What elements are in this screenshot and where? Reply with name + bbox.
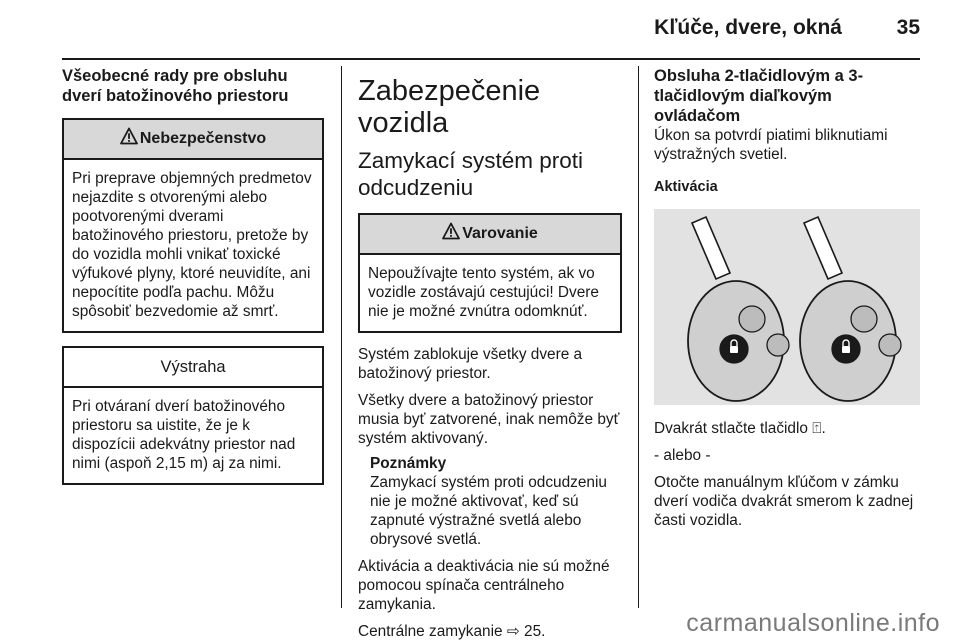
section-heading: Všeobecné rady pre obsluhu dverí batožinového priestoru xyxy=(62,67,289,105)
danger-box-title: Nebezpečenstvo xyxy=(139,130,267,147)
warning-box-text: Nepoužívajte tento systém, ak vo vozidle zostávajú cestujúci! Dvere nie je možné zvnútra odomknúť. xyxy=(368,265,599,320)
paragraph: Dvakrát stlačte tlačidlo ⍐. xyxy=(654,420,826,437)
caution-box-text: Pri otváraní dverí batožinového priestoru sa uistite, že je k dispozícii adekvátny priestor nad nimi (aspoň 2,15 m) aj za nimi. xyxy=(72,398,296,472)
paragraph: Všetky dvere a batožinový priestor musia byť zatvorené, inak nemôže byť systém aktivovaný. xyxy=(358,392,620,447)
section-heading: Obsluha 2-tlačidlovým a 3-tlačidlovým diaľkovým ovládačom xyxy=(654,67,864,125)
column-left xyxy=(62,66,324,485)
page-header xyxy=(62,0,920,60)
column-divider xyxy=(341,66,342,608)
page-number: 35 xyxy=(896,16,920,39)
paragraph: Úkon sa potvrdí piatimi bliknutiami výstražných svetiel. xyxy=(654,127,888,163)
caution-box-title: Výstraha xyxy=(64,348,322,388)
chapter-title: Zabezpečenie vozidla xyxy=(358,75,541,139)
subheading: Aktivácia xyxy=(654,179,718,195)
running-title: Kľúče, dvere, okná xyxy=(654,16,842,39)
column-middle xyxy=(358,66,622,641)
paragraph: Systém zablokuje všetky dvere a batožinový priestor. xyxy=(358,346,583,382)
note-title: Poznámky xyxy=(370,455,447,472)
watermark: carmanualsonline.info xyxy=(686,609,940,637)
warning-box-title: Varovanie xyxy=(462,225,538,242)
cross-reference: Centrálne zamykanie ⇨ 25. xyxy=(358,623,546,640)
caution-box xyxy=(62,346,324,485)
warning-triangle-icon xyxy=(120,127,138,145)
note-text: Zamykací systém proti odcudzeniu nie je možné aktivovať, keď sú zapnuté výstražné svetlá alebo obrysové svetlá. xyxy=(370,474,607,548)
paragraph: Aktivácia a deaktivácia nie sú možné pomocou spínača centrálneho zamykania. xyxy=(358,558,610,613)
section-title: Zamykací systém proti odcudzeniu xyxy=(358,148,584,200)
column-right xyxy=(654,66,920,530)
danger-box-header xyxy=(64,120,322,160)
note-block xyxy=(370,454,622,549)
warning-box xyxy=(358,213,622,333)
column-divider xyxy=(638,66,639,608)
warning-triangle-icon xyxy=(442,222,460,240)
warning-box-header xyxy=(360,215,620,255)
danger-box xyxy=(62,118,324,333)
danger-box-text: Pri preprave objemných predmetov nejazdite s otvorenými alebo pootvorenými dverami batožinového priestoru, pretože by do vozidla mohli vnikať toxické výfukové plyny, ktoré neuvidíte, ani nepocítite podľa pachu. Môžu spôsobiť bezvedomie až smrť. xyxy=(72,170,312,320)
remote-key-illustration xyxy=(654,209,920,405)
two-remote-keys-icon xyxy=(654,209,920,405)
paragraph: Otočte manuálnym kľúčom v zámku dverí vodiča dvakrát smerom k zadnej časti vozidla. xyxy=(654,474,914,529)
paragraph: - alebo - xyxy=(654,447,711,464)
